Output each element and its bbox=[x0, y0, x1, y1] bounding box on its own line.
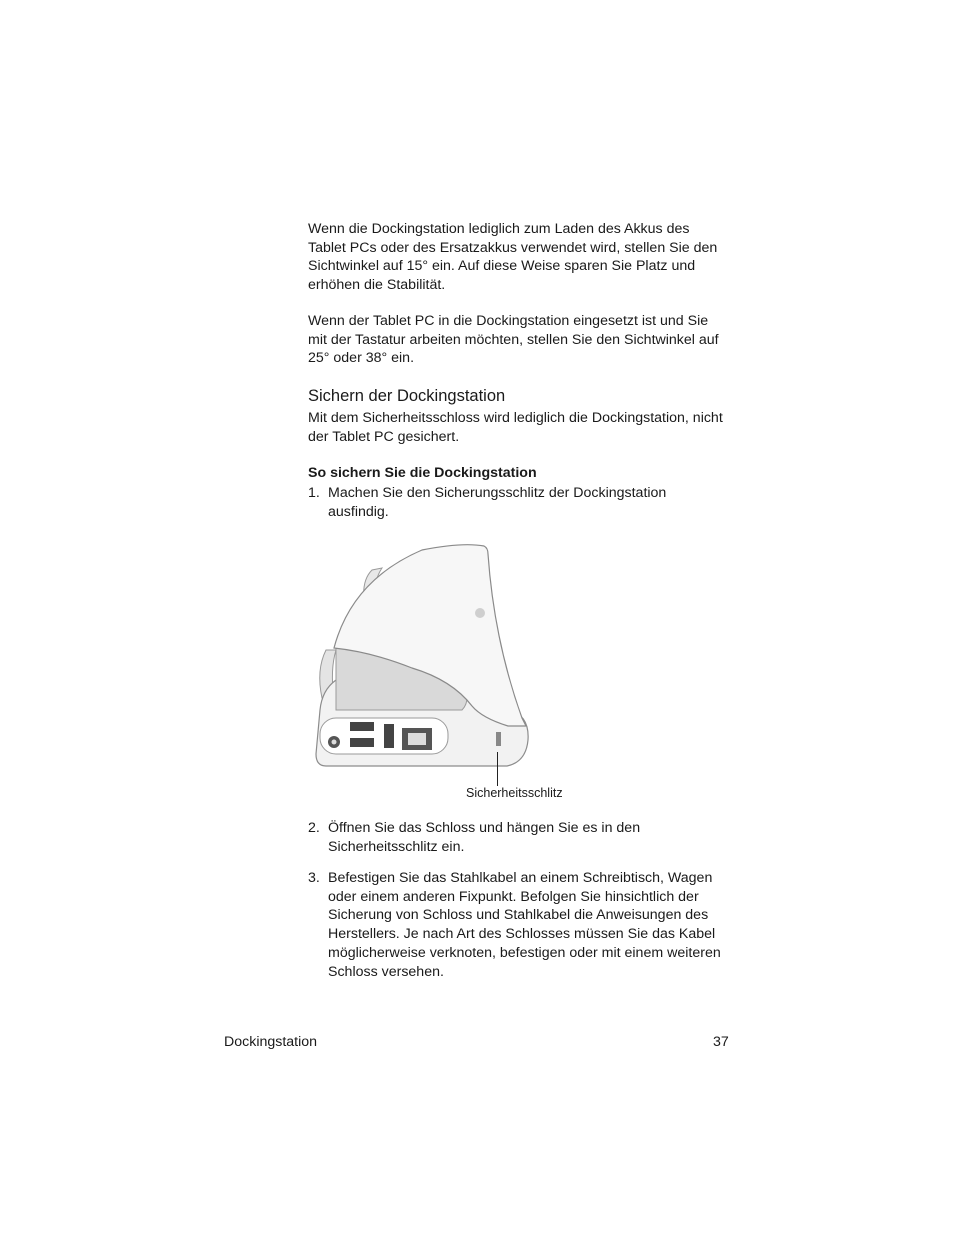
step-1 bbox=[308, 484, 728, 521]
step-text: Machen Sie den Sicherungsschlitz der Dockingstation ausfindig. bbox=[328, 485, 667, 520]
step-3 bbox=[308, 869, 728, 981]
section-intro: Mit dem Sicherheitsschloss wird lediglich die Dockingstation, nicht der Tablet PC gesichert. bbox=[308, 410, 723, 445]
step-number: 1. bbox=[308, 485, 320, 501]
intro-paragraph-1: Wenn die Dockingstation lediglich zum Laden des Akkus des Tablet PCs oder des Ersatzakkus verwendet wird, stellen Sie den Sichtwinkel auf 15° ein. Auf diese Weise sparen Sie Platz und erhöhen die Stabilität. bbox=[308, 221, 718, 294]
section-heading: Sichern der Dockingstation bbox=[308, 387, 506, 405]
docking-station-figure bbox=[312, 540, 536, 772]
footer-page-number: 37 bbox=[713, 1034, 729, 1050]
figure-caption: Sicherheitsschlitz bbox=[466, 786, 563, 800]
step-number: 3. bbox=[308, 870, 320, 886]
step-text: Befestigen Sie das Stahlkabel an einem Schreibtisch, Wagen oder einem anderen Fixpunkt. Befolgen Sie hinsichtlich der Sicherung von Schloss und Stahlkabel die Anweisungen des Herstellers. Je nach Art des Schlosses müssen Sie das Kabel möglicherweise verknoten, befestigen oder mit einem weiteren Schloss versehen. bbox=[328, 870, 721, 980]
intro-paragraph-2: Wenn der Tablet PC in die Dockingstation eingesetzt ist und Sie mit der Tastatur arbeiten möchten, stellen Sie den Sichtwinkel auf 25° oder 38° ein. bbox=[308, 313, 719, 367]
procedure-title: So sichern Sie die Dockingstation bbox=[308, 465, 537, 481]
step-number: 2. bbox=[308, 820, 320, 836]
footer-section-name: Dockingstation bbox=[224, 1034, 318, 1050]
step-2 bbox=[308, 819, 728, 856]
docking-station-illustration bbox=[312, 540, 536, 772]
step-text: Öffnen Sie das Schloss und hängen Sie es in den Sicherheitsschlitz ein. bbox=[328, 820, 641, 855]
callout-line bbox=[497, 752, 498, 786]
